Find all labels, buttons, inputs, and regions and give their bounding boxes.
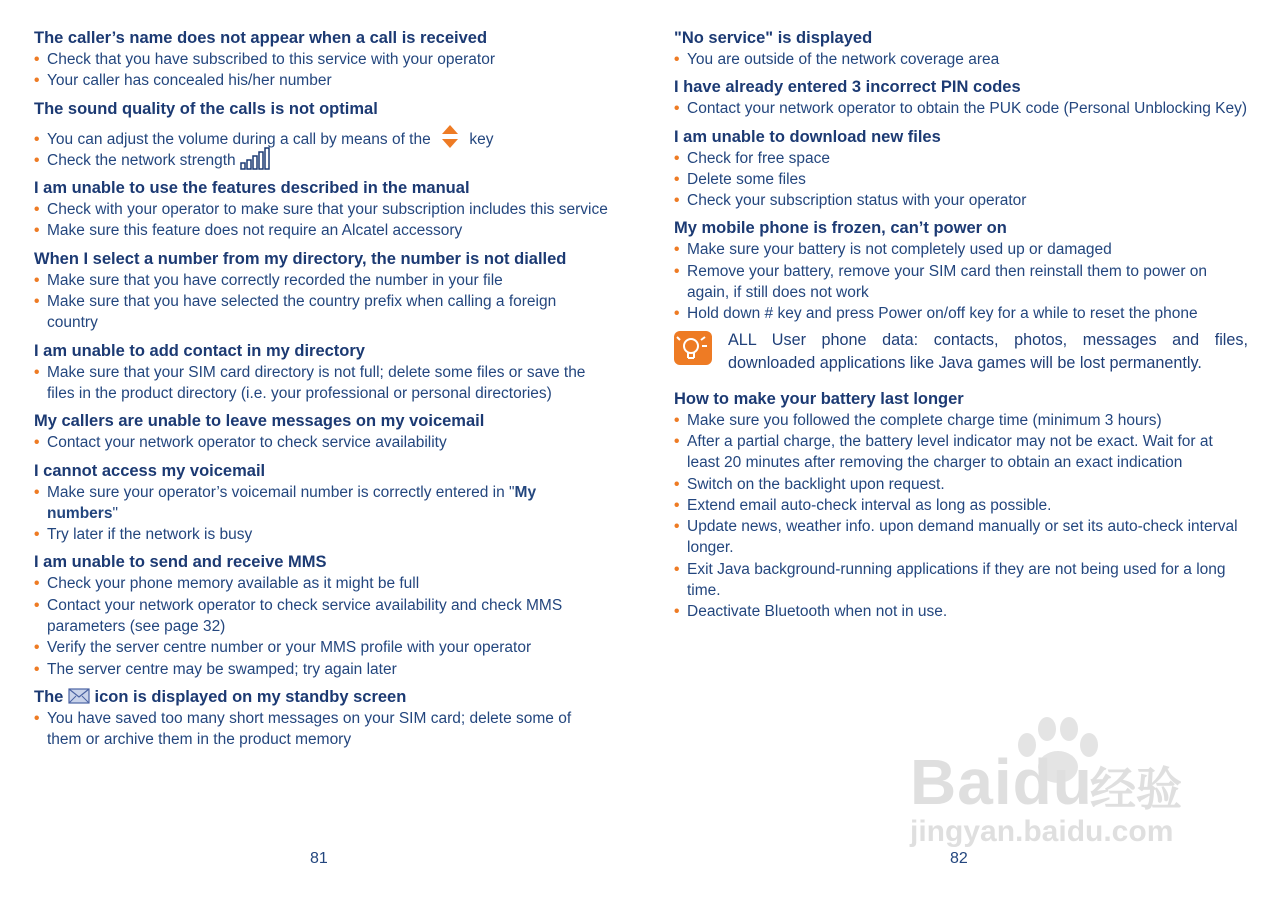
list-item: • Check with your operator to make sure that your subscription includes this service [34, 201, 608, 219]
item-list [34, 129, 609, 172]
left-page [34, 28, 609, 751]
list-item: • Make sure that your SIM card directory is not full; delete some files or save the files in the product directory (i.e. your professional or personal directories) [34, 363, 586, 402]
list-item: • Check your subscription status with your operator [674, 192, 1027, 210]
list-item: • Make sure this feature does not require an Alcatel accessory [34, 222, 463, 240]
warning-note [674, 329, 1248, 375]
section-heading: The sound quality of the calls is not optimal [34, 99, 378, 118]
watermark-brand: Baidu [910, 746, 1093, 818]
item-list [34, 708, 609, 751]
list-item: • Delete some files [674, 170, 806, 188]
list-item: • Try later if the network is busy [34, 526, 253, 544]
section-caller-name [34, 28, 609, 92]
watermark-cn: 经验 [1090, 762, 1182, 816]
section-heading: I am unable to add contact in my directory [34, 341, 365, 360]
list-item: • Check that you have subscribed to this service with your operator [34, 51, 496, 68]
right-page [674, 28, 1249, 623]
section-no-service [674, 28, 1249, 70]
lightbulb-icon [674, 331, 712, 365]
list-item: • Hold down # key and press Power on/off key for a while to reset the phone [674, 305, 1198, 323]
list-item: • You can adjust the volume during a call by means of the key [34, 129, 609, 150]
section-features [34, 178, 609, 242]
item-list [34, 573, 609, 679]
list-item: • Update news, weather info. upon demand manually or set its auto-check interval longer. [674, 518, 1238, 557]
volume-updown-icon [439, 124, 461, 150]
list-item: • Check for free space [674, 149, 831, 167]
list-item: • You are outside of the network coverage area [674, 51, 1000, 68]
list-item: • Make sure that you have selected the country prefix when calling a foreign country [34, 293, 557, 332]
section-heading: The icon is displayed on my standby screen [34, 687, 407, 706]
section-frozen [674, 218, 1249, 324]
item-list [34, 199, 609, 242]
list-item: • Make sure you followed the complete charge time (minimum 3 hours) [674, 411, 1162, 429]
item-list [34, 49, 609, 92]
item-list [34, 482, 609, 546]
item-list [674, 49, 1249, 70]
page-number: 82 [950, 850, 968, 867]
item-list [674, 410, 1249, 623]
list-item: • The server centre may be swamped; try again later [34, 660, 397, 678]
list-item: • Check the network strength [34, 150, 609, 171]
list-item: • Exit Java background-running applications if they are not being used for a long time. [674, 560, 1226, 600]
section-heading: I am unable to send and receive MMS [34, 553, 327, 572]
section-heading: My mobile phone is frozen, can’t power on [674, 219, 1007, 238]
list-item: • Deactivate Bluetooth when not in use. [674, 603, 948, 621]
section-heading: I have already entered 3 incorrect PIN codes [674, 78, 1021, 97]
section-battery [674, 389, 1249, 623]
watermark-url: jingyan.baidu.com [910, 815, 1174, 848]
list-item: • Make sure your operator’s voicemail number is correctly entered in "My numbers" [34, 483, 537, 522]
item-list [34, 362, 609, 405]
note-text: ALL User phone data: contacts, photos, messages and files, downloaded applications like Java games will be lost permanently. [728, 330, 1248, 372]
section-heading: When I select a number from my directory, the number is not dialled [34, 249, 567, 268]
list-item: • After a partial charge, the battery level indicator may not be exact. Wait for at least 20 minutes after removing the charger to obtain an exact indication [674, 432, 1213, 472]
list-item: • Contact your network operator to check service availability and check MMS parameters (see page 32) [34, 596, 563, 636]
section-heading: I cannot access my voicemail [34, 461, 266, 480]
list-item: • Make sure that you have correctly recorded the number in your file [34, 271, 503, 289]
section-heading: How to make your battery last longer [674, 389, 964, 408]
list-item: • Remove your battery, remove your SIM card then reinstall them to power on again, if still does not work [674, 262, 1208, 302]
section-heading: I am unable to use the features described in the manual [34, 179, 470, 198]
item-list [674, 98, 1249, 119]
item-list [34, 270, 609, 334]
section-sound-quality [34, 99, 609, 172]
item-list [674, 148, 1249, 212]
section-heading: The caller’s name does not appear when a call is received [34, 29, 488, 47]
list-item: • Verify the server centre number or your MMS profile with your operator [34, 639, 532, 657]
item-list [34, 432, 609, 453]
list-item: • Check your phone memory available as it might be full [34, 575, 420, 593]
list-item: • Extend email auto-check interval as long as possible. [674, 496, 1052, 514]
list-item: • Contact your network operator to check service availability [34, 434, 447, 452]
baidu-watermark [905, 715, 1205, 865]
section-download [674, 127, 1249, 212]
section-voicemail-access [34, 461, 609, 546]
section-voicemail-messages [34, 411, 609, 453]
list-item: • You have saved too many short messages on your SIM card; delete some of them or archive them in the product memory [34, 709, 572, 749]
page-number: 81 [310, 850, 328, 867]
section-heading: My callers are unable to leave messages on my voicemail [34, 412, 485, 431]
section-heading: I am unable to download new files [674, 127, 941, 146]
section-pin-codes [674, 77, 1249, 119]
list-item: • Your caller has concealed his/her number [34, 72, 332, 90]
list-item: • Make sure your battery is not completely used up or damaged [674, 241, 1112, 259]
item-list [674, 239, 1249, 324]
section-envelope-icon [34, 687, 609, 751]
envelope-icon [68, 687, 90, 705]
list-item: • Switch on the backlight upon request. [674, 475, 945, 493]
section-directory-dial [34, 249, 609, 334]
list-item: • Contact your network operator to obtain the PUK code (Personal Unblocking Key) [674, 100, 1248, 118]
section-mms [34, 552, 609, 679]
signal-strength-icon [240, 146, 274, 170]
section-add-contact [34, 341, 609, 405]
section-heading: "No service" is displayed [674, 29, 873, 47]
